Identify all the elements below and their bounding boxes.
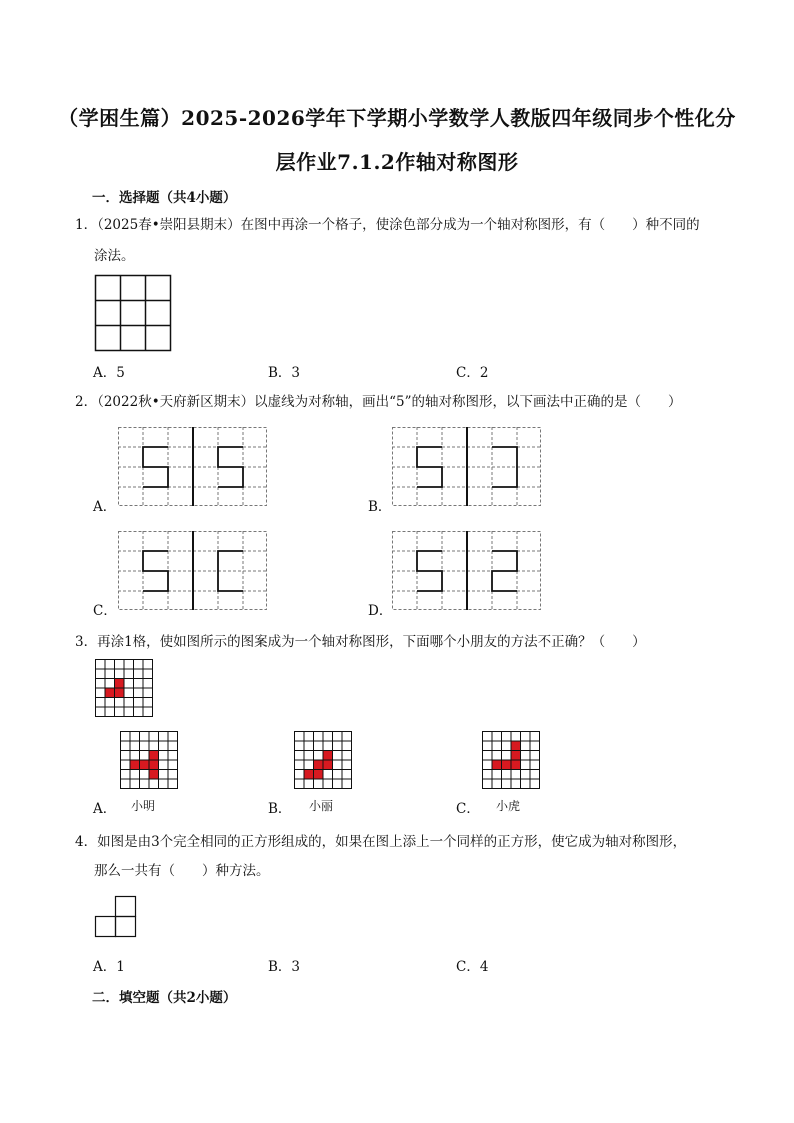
- q3-option-a[interactable]: A．: [93, 801, 117, 817]
- title-line-2: 层作业7.1.2作轴对称图形: [275, 150, 519, 174]
- q2-label-a[interactable]: A．: [93, 499, 117, 515]
- q4-option-b[interactable]: B．3: [268, 959, 301, 975]
- q1-option-c[interactable]: C．2: [456, 365, 489, 381]
- q3-option-c[interactable]: C．: [456, 801, 480, 817]
- q2-label-d[interactable]: D．: [368, 603, 393, 619]
- q4-text-line-1: 4．如图是由3个完全相同的正方形组成的，如果在图上添上一个同样的正方形，使它成为轴对称图形，: [75, 834, 687, 850]
- q4-text-line-2: 那么一共有（ ）种方法。: [94, 863, 270, 879]
- q4-option-a[interactable]: A．1: [93, 959, 125, 975]
- q2-figure-d: [392, 531, 542, 611]
- q1-grid-figure: [95, 275, 171, 351]
- q1-option-b[interactable]: B．3: [268, 365, 301, 381]
- q2-figure-c: [118, 531, 268, 611]
- q4-three-squares-figure: [95, 896, 137, 938]
- q2-text: 2．（2022秋•天府新区期末）以虚线为对称轴，画出“5”的轴对称图形，以下画法中正确的是（ ）: [75, 394, 682, 410]
- q3-pattern-a: [120, 731, 178, 789]
- q3-text: 3．再涂1格，使如图所示的图案成为一个轴对称图形，下面哪个小朋友的方法不正确？（ ）: [75, 634, 646, 650]
- q3-pattern-b: [294, 731, 352, 789]
- q2-label-b[interactable]: B．: [368, 499, 392, 515]
- section-2-heading: 二．填空题（共2小题）: [92, 990, 237, 1006]
- q3-original-pattern: [95, 659, 153, 717]
- q1-text-line-2: 涂法。: [94, 248, 135, 264]
- q3-name-b: 小丽: [309, 799, 334, 813]
- q2-label-c[interactable]: C．: [93, 603, 117, 619]
- q2-figure-b: [392, 427, 542, 507]
- q1-text-line-1: 1．（2025春•崇阳县期末）在图中再涂一个格子，使涂色部分成为一个轴对称图形，有（ ）种不同的: [75, 217, 700, 233]
- q4-option-c[interactable]: C．4: [456, 959, 489, 975]
- q3-pattern-c: [482, 731, 540, 789]
- q3-name-a: 小明: [131, 799, 156, 813]
- title-line-1: （学困生篇）2025-2026学年下学期小学数学人教版四年级同步个性化分: [58, 106, 736, 130]
- q2-figure-a: [118, 427, 268, 507]
- section-1-heading: 一．选择题（共4小题）: [92, 190, 237, 206]
- q1-option-a[interactable]: A．5: [93, 365, 125, 381]
- q3-name-c: 小虎: [496, 799, 521, 813]
- q3-option-b[interactable]: B．: [268, 801, 292, 817]
